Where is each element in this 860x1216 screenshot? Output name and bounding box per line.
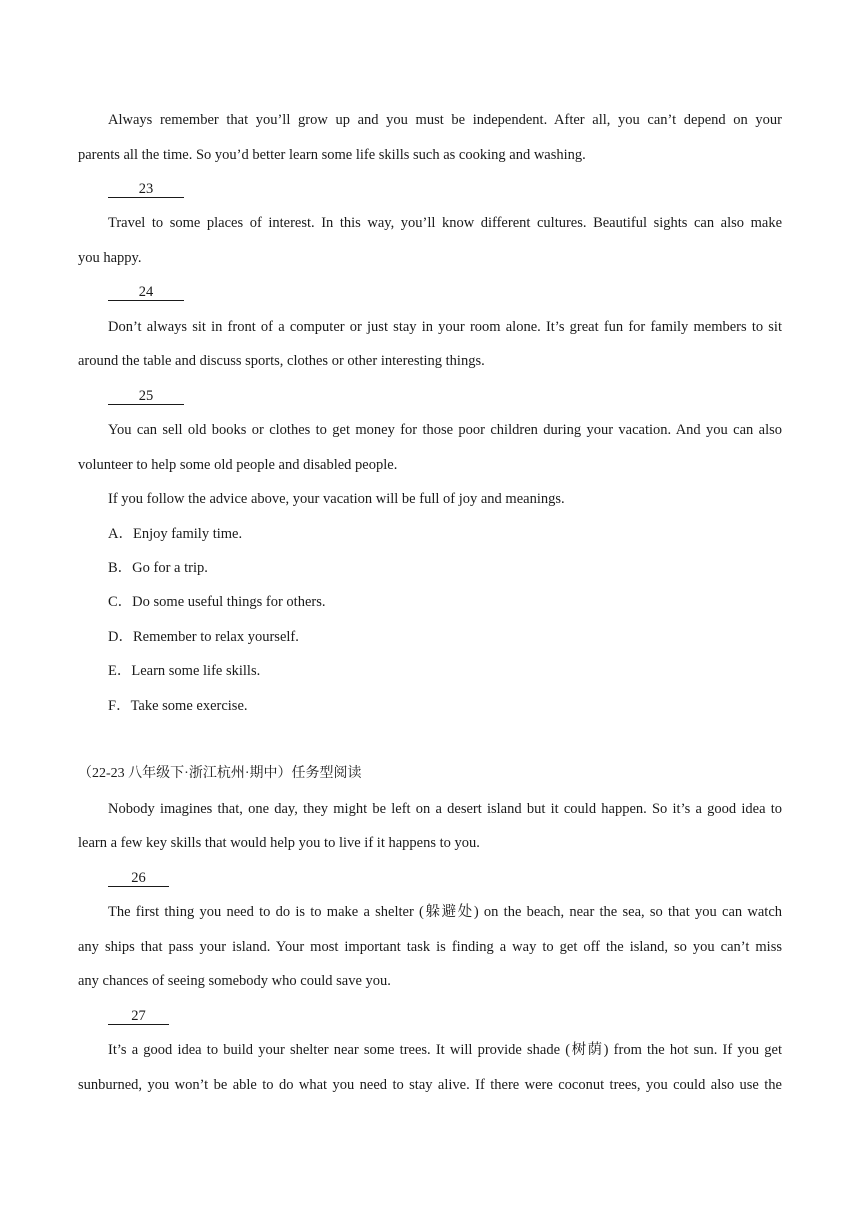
paragraph-line: If you follow the advice above, your vacation will be full of joy and meanings. xyxy=(108,491,565,507)
option-b: B．Go for a trip. xyxy=(108,560,208,576)
paragraph-line: you happy. xyxy=(78,250,142,266)
paragraph-line: around the table and discuss sports, clothes or other interesting things. xyxy=(78,353,485,369)
answer-blank-24: 24 xyxy=(108,282,184,301)
paragraph-line: volunteer to help some old people and disabled people. xyxy=(78,457,398,473)
paragraph-line: learn a few key skills that would help you to live if it happens to you. xyxy=(78,835,480,851)
answer-blank-26: 26 xyxy=(108,868,169,887)
paragraph-line: Travel to some places of interest. In this way, you’ll know different cultures. Beautiful sights can also make xyxy=(108,215,782,231)
paragraph-line: Always remember that you’ll grow up and you must be independent. After all, you can’t depend on your xyxy=(108,112,782,128)
paragraph-line: The first thing you need to do is to make a shelter (躲避处) on the beach, near the sea, so that you can watch xyxy=(108,904,782,920)
section-heading: （22-23 八年级下·浙江杭州·期中）任务型阅读 xyxy=(78,766,362,781)
answer-blank-25: 25 xyxy=(108,386,184,405)
option-f: F．Take some exercise. xyxy=(108,698,248,714)
paragraph-line: sunburned, you won’t be able to do what you need to stay alive. If there were coconut trees, you could also use the xyxy=(78,1077,782,1093)
answer-blank-27: 27 xyxy=(108,1006,169,1025)
option-e: E．Learn some life skills. xyxy=(108,663,261,679)
paragraph-line: You can sell old books or clothes to get money for those poor children during your vacation. And you can also xyxy=(108,422,782,438)
paragraph-line: It’s a good idea to build your shelter near some trees. It will provide shade (树荫) from the hot sun. If you get xyxy=(108,1042,782,1058)
paragraph-line: Don’t always sit in front of a computer or just stay in your room alone. It’s great fun for family members to sit xyxy=(108,319,782,335)
answer-blank-23: 23 xyxy=(108,179,184,198)
option-d: D．Remember to relax yourself. xyxy=(108,629,299,645)
option-a: A．Enjoy family time. xyxy=(108,526,243,542)
paragraph-line: any ships that pass your island. Your most important task is finding a way to get off the island, so you can’t miss xyxy=(78,939,782,955)
option-c: C．Do some useful things for others. xyxy=(108,594,326,610)
paragraph-line: any chances of seeing somebody who could save you. xyxy=(78,973,391,989)
paragraph-line: Nobody imagines that, one day, they might be left on a desert island but it could happen. So it’s a good idea to xyxy=(108,801,782,817)
paragraph-line: parents all the time. So you’d better learn some life skills such as cooking and washing. xyxy=(78,147,586,163)
